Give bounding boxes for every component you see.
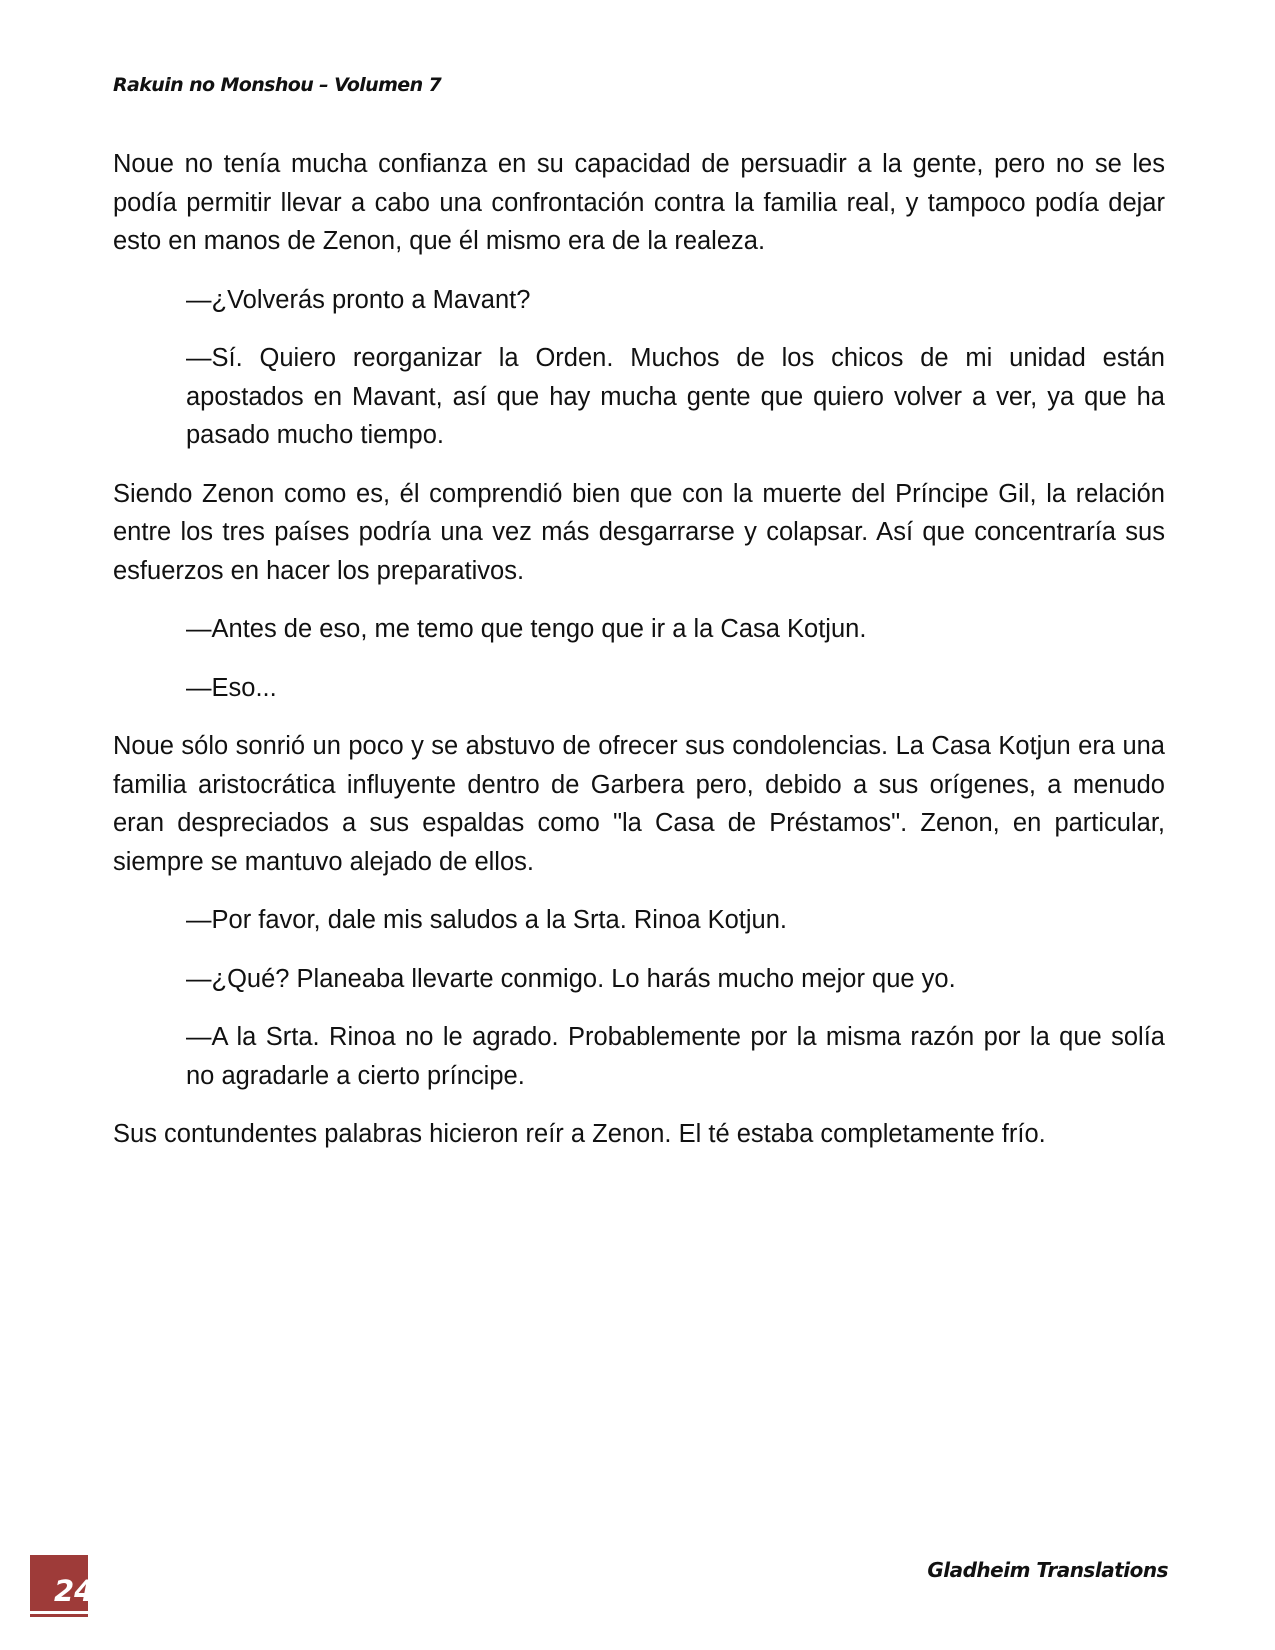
running-header: Rakuin no Monshou – Volumen 7	[113, 74, 442, 96]
footer-credit: Gladheim Translations	[927, 1558, 1168, 1582]
paragraph-narration: Noue sólo sonrió un poco y se abstuvo de ofrecer sus condolencias. La Casa Kotjun era una familia aristocrática influyente dentro de Garbera pero, debido a sus orígenes, a menudo eran despreciados a sus espaldas como "la Casa de Préstamos". Zenon, en particular, siempre se mantuvo alejado de ellos.	[113, 732, 1165, 876]
paragraph-dialogue: —Eso...	[186, 673, 277, 702]
paragraph-narration: Sus contundentes palabras hicieron reír a Zenon. El té estaba completamente frío.	[113, 1120, 1046, 1148]
page-number-underline	[30, 1614, 88, 1617]
paragraph-dialogue: —¿Volverás pronto a Mavant?	[186, 285, 531, 314]
paragraph-dialogue: —Sí. Quiero reorganizar la Orden. Muchos de los chicos de mi unidad están apostados en Mavant, así que hay mucha gente que quiero volver a ver, ya que ha pasado mucho tiempo.	[186, 344, 1165, 449]
paragraph-narration: Siendo Zenon como es, él comprendió bien que con la muerte del Príncipe Gil, la relación entre los tres países podría una vez más desgarrarse y colapsar. Así que concentraría sus esfuerzos en hacer los preparativos.	[113, 479, 1165, 585]
paragraph-dialogue: —Por favor, dale mis saludos a la Srta. Rinoa Kotjun.	[186, 906, 787, 934]
paragraph-dialogue: —¿Qué? Planeaba llevarte conmigo. Lo harás mucho mejor que yo.	[186, 964, 956, 993]
paragraph-dialogue: —Antes de eso, me temo que tengo que ir a la Casa Kotjun.	[186, 615, 867, 643]
paragraph-narration: Noue no tenía mucha confianza en su capacidad de persuadir a la gente, pero no se les podía permitir llevar a cabo una confrontación contra la familia real, y tampoco podía dejar esto en manos de Zenon, que él mismo era de la realeza.	[113, 150, 1165, 255]
page-number: 24	[54, 1574, 95, 1608]
body-text	[113, 145, 1165, 1174]
paragraph-dialogue: —A la Srta. Rinoa no le agrado. Probablemente por la misma razón por la que solía no agradarle a cierto príncipe.	[186, 1023, 1165, 1090]
